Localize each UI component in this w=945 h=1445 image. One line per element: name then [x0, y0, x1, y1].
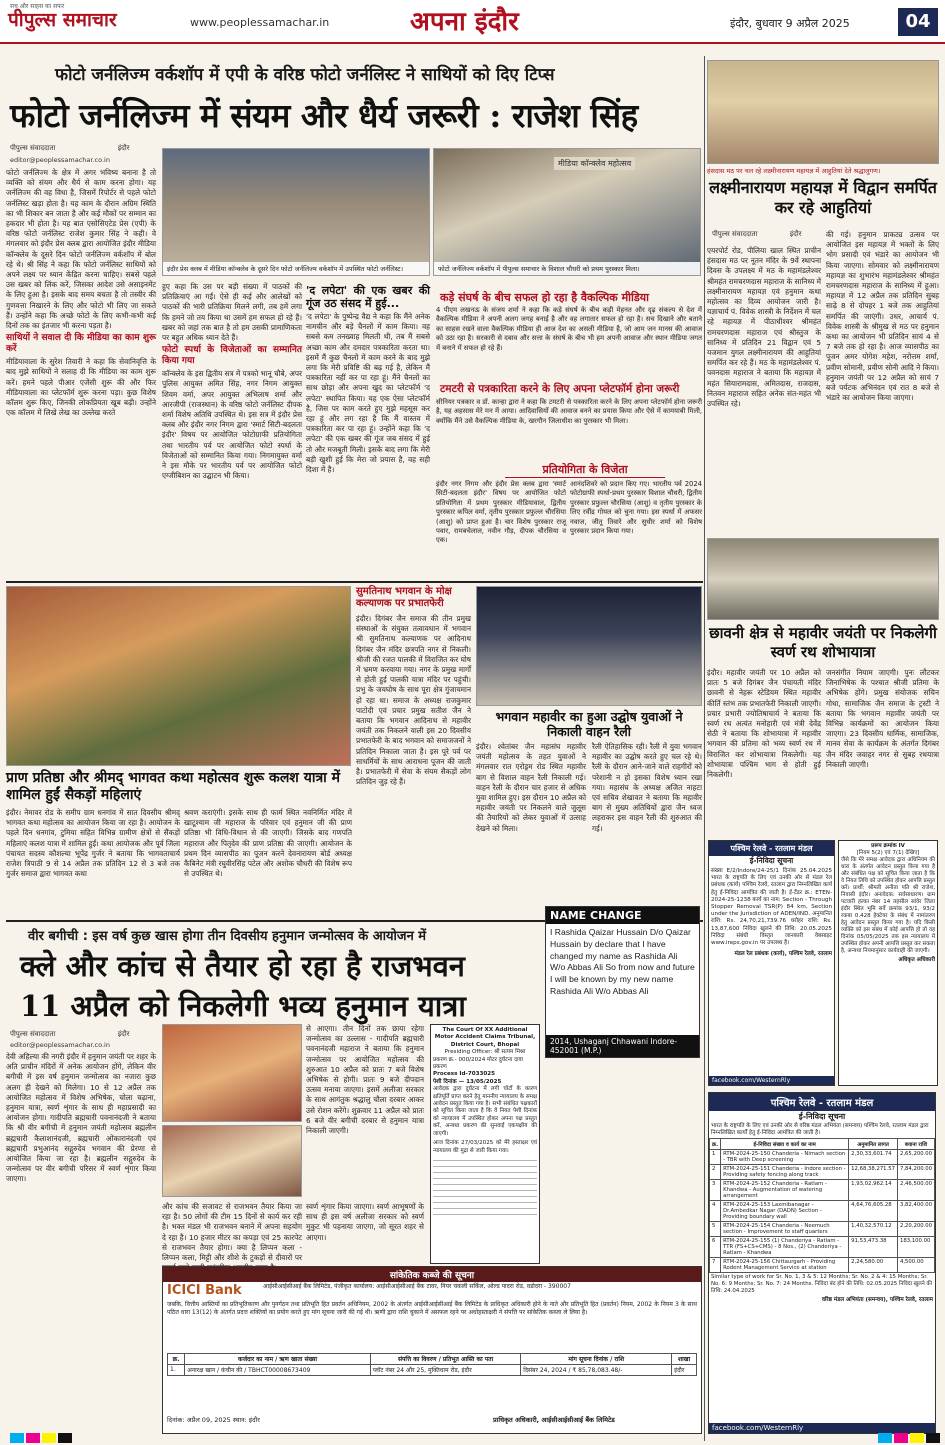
yajna-byline: पीपुल्स संवाददाता इंदौर — [712, 230, 802, 238]
own-platform-text: सीनियर पत्रकार व डॉ. कान्हा द्वारा ने कहा कि टमटरी से पत्रकारिता करने के लिए अपना प्लेटफॉर्म होना जरूरी है, यह अहसास मेरे मन में आया। आदिवासियों की आवाज बनने का प्रयास किया और ऐसे में कामयाबी मिली, क्योंकि मैंने उसे वैकल्पिक मीडिया के, खरगौन जिलाधीश का पुरस्कार भी मिला। — [436, 398, 702, 425]
mahavir-col-1: इंदौर। महावीर जयंती पर 10 अप्रैल को प्रातः 5 बजे दिगंबर जैन पंचायती मंदिर छावनी से नेहरू स्टेडियम स्थित महावीर कीर्ति स्तंभ तक प्रभातफेरी निकाली जाएगी। प्रचार प्रभारी ज्योतिषाचार्य ने बताया कि स्वर्ण रथ अत्यंत मनोहारी एवं मंत्री देवेंद्र सेठी ने बताया कि शोभायात्रा में महावीर भगवान की प्रतिमा को भव्य स्वर्ण रथ में विराजित कर शोभायात्रा निकलेगी। यह शोभायात्रा पश्चिम भाग से होती हुई निकलेगी। — [707, 668, 821, 780]
registration-mark — [926, 1433, 940, 1443]
table-row: 1 RTM-2024-25-150 Chanderia - Nimach section - TBR with Deep screening 2,30,33,601.74 2,65,200.00 — [710, 1150, 935, 1165]
yajna-col-2: की गई। हनुमान प्राकट्य उत्सव पर आयोजित इस महायज्ञ में भक्तों के लिए भोग प्रसादी एवं भंडारे का आयोजन भी किया जाएगा। सोमवार को लक्ष्मीनारायण महायज्ञ का शुभारंभ महामंडलेश्वर श्रीमहंत रामचरणदास महाराज के सानिध्य में हुआ। महायज्ञ में 12 अप्रैल तक प्रतिदिन सुबह साढ़े 8 से दोपहर 1 बजे तक आहुतियां समर्पित की जाएंगी। उधर, आचार्य पं. विवेक शास्त्री के श्रीमुख से मठ पर हनुमान कथा का आयोजन भी प्रतिदिन सायं 4 से 7 बजे तक हो रहा है। आज व्यासपीठ का पूजन अमर योगेश महेश, नरोत्तम शर्मा, प्रवीण सोमानी, प्रवीण सोनी आदि ने किया। हनुमान जयंती पर 12 अप्रैल को सायं 7 बजे पर्यटक अभिनंदन एवं रात 8 बजे से भंडारे का आयोजन किया जाएगा। — [826, 230, 939, 403]
lead-kicker: फोटो जर्नलिज्म वर्कशॉप में एपी के वरिष्ठ फोटो जर्नलिस्ट ने साथियों को दिए टिप्स — [55, 65, 555, 85]
lead-headline: फोटो जर्नलिज्म में संयम और धैर्य जरूरी : राजेश सिंह — [10, 96, 638, 135]
hanuman-col-2: से आएगा। तीन दिनों तक छाया रहेगा जन्मोत्सव का उल्लास - गादीपति ब्रह्मचारी पवनानंदजी महाराज ने बताया कि हनुमान जन्मोत्सव पर आयोजित महोत्सव की शुरुआत 10 अप्रैल को प्रातः 7 बजे विशेष अभिषेक से होगी। प्रातः 9 बजे दीपदान उत्सव मनाया जाएगा। इसमें अलीजा सरकार के साथ आगंतुक श्रद्धालु चौला दरबार आकर उसे रोशन करेंगे। शुक्रवार 11 अप्रैल को प्रातः 6 बजे वीर बगीची दरबार से हनुमान यात्रा निकाली जाएगी। — [306, 1024, 424, 1136]
railway2-table: क्र. ई-निविदा संख्या व कार्य का नाम अनुमानित लागत बयाना राशि 1 RTM-2024-25-150 Chanderia - Nimach section - TBR with Deep screening 2,30,33,601.74 2,65,200.00 2 RTM-2024-25-151 Chanderia - Indore section - Providing safety fencing along track 12,68,38,271.57 7,84,200.00 3 RTM-2024-25-152 Chanderia - Ratlam - Khandwa - Augmentation of watering arrangement 1,93,02,962.14 2,46,500.00 4 RTM-2024-25-153 Laxmibanagar - Dr.Ambedkar Nagar (DADN) Section - Providing boundary wall 4,64,76,605.28 3,82,400.00 5 RTM-2024-25-154 Chanderia - Neemuch section - Improvement to staff quarters 1,40,32,570.12 2,20,200.00 6 RTM-2024-25-155 (1) Chanderiya - Ratlam - TTR (FS+CS+CMS) - 8 Nos., (2) Chanderiya - Ratlam - Khandwa 91,53,473.38 183,100.00 7 RTM-2024-25-156 Chittaurgarh - Providing Rodent Management Service at station 2,24,580.00 4,500.00 — [709, 1138, 935, 1273]
lead-col-3: 'द लपेटा' की एक खबर की गूंज उठ संसद में हुई... 'द लपेटा' के पुष्पेन्द्र वैद्य ने कहा कि मैंने अनेक नामचीन और बड़े चैनलों में काम किया। वह सबसे कम तनख्वाह मिलती थी, तब मैं सबसे अच्छा काम और दमदार पत्रकारिता करता था। इसमें मैं कुछ चैनलों में काम करने के बाद मुझे लगा कि मेरी प्रविष्टि की बढ़ गई है, लेकिन मैं पत्रकारिता नहीं कर पा रहा हूं। मैंने चैनलों का साथ छोड़ा और अपना खुद का प्लेटफॉर्म 'द लपेटा' स्थापित किया। यह एक ऐसा प्लेटफॉर्म है, जिस पर काम करते हुए मुझे महसूस कर रहा हूं और लग रहा है कि मैं वास्तव में पत्रकारिता कर पा रहा हूं। उन्होंने कहा कि 'द लपेटा' की एक खबर की गूंज जब संसद में हुई तो और मजबूती मिली। इसके बाद लगा कि मेरी बड़ी खुशी हुई कि मेरा जो प्रयास है, वह सही दिशा में है। — [306, 284, 430, 475]
registration-mark — [42, 1433, 56, 1443]
section-title: अपना इंदौर — [410, 7, 519, 37]
rally-headline: भगवान महावीर का हुआ उद्घोष युवाओं ने निकाली वाहन रैली — [495, 709, 683, 739]
photo-rajbhavan-2 — [162, 1125, 302, 1197]
hanuman-kicker: वीर बगीची : इस वर्ष कुछ खास होगा तीन दिवसीय हनुमान जन्मोत्सव के आयोजन में — [28, 929, 427, 944]
lead-col2-subhead: फोटो स्पर्धा के विजेताओं का सम्मानित किया गया — [162, 345, 302, 367]
registration-mark — [894, 1433, 908, 1443]
divider-top — [6, 581, 703, 583]
railway-notice-1: पश्चिम रेलवे - रतलाम मंडल ई-निविदा सूचना संख्या E/2/Indore/24-25/1 दिनांक 25.04.2025 भारत के राष्ट्रपति के लिए एवं उनकी ओर से मंडल रेल प्रबंधक (कार्य) पश्चिम रेलवे, रतलाम द्वारा निम्नलिखित कार्य हेतु ई-निविदा आमंत्रित की जाती है। ई-टेंडर क्र.: ETEN-2024-25-1238 कार्य का नाम: Section - Through Stopper Removal TSR(P) 84 km, Section under the Jurisdiction of ADEN/IND. अनुमानित राशि: Rs. 24,70,21,739.76 धरोहर राशि: Rs. 13,87,600 निविदा खुलने की तिथि: 20.05.2025 निविदा संबंधी विस्तृत जानकारी वेबसाइट www.ireps.gov.in पर उपलब्ध है। मंडल रेल प्रबंधक (कार्य), पश्चिम रेलवे, रतलाम facebook.com/WesternRly — [708, 840, 835, 1086]
photo-kalash — [6, 586, 351, 766]
hanuman-byline: पीपुल्स संवाददाता इंदौर — [10, 1030, 130, 1038]
table-row: 5 RTM-2024-25-154 Chanderia - Neemuch section - Improvement to staff quarters 1,40,32,570.12 2,20,200.00 — [710, 1222, 935, 1237]
moksha-headline: सुमतिनाथ भगवान के मोक्ष कल्याणक पर प्रभातफेरी — [356, 586, 452, 609]
photo-caption: इंदौर प्रेस क्लब में मीडिया कॉन्क्लेव के दूसरे दिन फोटो जर्नलिज्म वर्कशॉप में उपस्थित फोटो जर्नलिस्ट। — [163, 262, 429, 275]
icici-logo: ICICI Bank — [167, 1283, 242, 1298]
hanuman-col-1: देवी अहिल्या की नगरी इंदौर में हनुमान जयंती पर शहर के अति प्राचीन मंदिरों में अनेक आयोजन होंगे, लेकिन वीर बगीची में इस वर्ष हनुमान जन्मोत्सव का नजारा कुछ अलग ही देखने को मिलेगा। 10 से 12 अप्रैल तक आयोजित महोत्सव में विशेष अभिषेक, चोला चढ़ाना, हनुमान यात्रा, स्वर्ण शृंगार के साथ ही महाप्रसादी का आयोजन होगा। गादीपति ब्रह्मचारी पवनानंदजी ने बताया कि श्री वीर बगीची में हनुमान जयंती महोत्सव ब्रह्मलीन ब्रह्मचारी कैलाशानंदजी, ब्रह्मचारी ओंकारानंदजी एवं ब्रह्मचारी प्रभुआनंद सद्गुरुदेव भगवान की प्रेरणा से आयोजित किया जा रहा है। ब्रह्मलीन सद्गुरुदेव के जन्मोत्सव पर वीर बगीची परिसर में स्वर्ण शृंगार किया जाएगा। — [6, 1052, 156, 1184]
photo-award — [433, 148, 701, 276]
registration-mark — [58, 1433, 72, 1443]
hanuman-email[interactable]: editor@peoplessamachar.co.in — [10, 1041, 110, 1049]
icici-table: क्र. कर्जदार का नाम / ऋण खाता संख्या संपत्ति का विवरण / प्रतिभूत आस्ति का पता मांग सूचना दिनांक / राशि शाखा 1. अनारक्ष खान / कंचीन की / TBHCT00008673409 प्लॉट नंबर 24 और 25, मुक्तिधाम रोड, इंदौर दिसंबर 24, 2024 / ₹ 85,78,083.48/- इंदौर — [167, 1353, 697, 1376]
table-row: 6 RTM-2024-25-155 (1) Chanderiya - Ratlam - TTR (FS+CS+CMS) - 8 Nos., (2) Chanderiya - Ratlam - Khandwa 91,53,473.38 183,100.00 — [710, 1237, 935, 1258]
photo-workshop-group — [162, 148, 430, 276]
lead-byline: पीपुल्स संवाददाता इंदौर — [10, 144, 130, 152]
table-row: 7 RTM-2024-25-156 Chittaurgarh - Providing Rodent Management Service at station 2,24,580.00 4,500.00 — [710, 1258, 935, 1273]
mahavir-col-2: जनसंगीत नियाम जाएगी। पुनः लौटकर जिनाभिषेक के पश्चात श्रीजी प्रतिमा के अभिषेक होंगे। प्रमुख संयोजक सचिन गोधा, सामाजिक जैन समाज के ट्रस्टी ने बताया कि भगवान महावीर जयंती पर विभिन्न कार्यक्रमों का आयोजन किया जाएगा। 23 दिवसीय धार्मिक, सामाजिक, मानव सेवा के कार्यक्रम के अंतर्गत दिगंबर जैन मंदिर जवाहर नगर से सुबह रथयात्रा निकाली जाएगी। — [826, 668, 939, 769]
table-row: 4 RTM-2024-25-153 Laxmibanagar - Dr.Ambedkar Nagar (DADN) Section - Providing boundary wall 4,64,76,605.28 3,82,400.00 — [710, 1201, 935, 1222]
lead-col-1: फोटो जर्नलिज्म के क्षेत्र में अगर भविष्य बनाना है तो व्यक्ति को संयम और धैर्य से काम करना होगा। यह जर्नलिज्म की वह विधा है, जिसमें रिपोर्टर से पहले फोटो जर्नलिस्ट खड़ा होता है। यह काम के दौरान अग्रिम स्थिति का भी शिकार बन जाता है और कई मौकों पर सम्मान का हकदार भी होता है। यह बात एसोसिएटेड प्रेस (एपी) के वरिष्ठ फोटो जर्नलिस्ट राजेश कुमार सिंह ने कही। वे मंगलवार को इंदौर प्रेस क्लब द्वारा आयोजित इंदौर मीडिया कॉन्क्लेव के दूसरे दिन फोटो जर्नलिज्म वर्कशॉप में बोल रहे थे। श्री सिंह ने कहा कि फोटो जर्नलिस्ट साथियों को अपने लक्ष्य पर ध्यान केंद्रित करना चाहिए। सबसे पहले उस खबर को लिंक करें, जिसका आदेश उसे असाइनमेंट के लिए हुआ है। इसके बाद समय बचता है तो तस्वीर की गुणवत्ता निखारने के लिए और फोटो भी लिए जा सकते हैं। उन्होंने कहा कि अच्छे फोटो के लिए कभी-कभी कई दिनों तक का इंतजार भी करना पड़ता है। साथियों ने सवाल दी कि मीडिया का काम शुरू करें मीडियावाला के सुरेश तिवारी ने कहा कि सेवानिवृत्ति के बाद मुझे साथियों ने सलाह दी कि मीडिया का काम शुरू करें। हमने पहले पीआर एजेंसी शुरू की और फिर मीडियावाला का प्लेटफॉर्म शुरू करना पड़ा। कुछ विशेष कॉलम शुरू किए, जिनकी लोकप्रियता खूब बढ़ी। उन्होंने एक कॉलम में लिखे लेख का उल्लेख करते — [6, 168, 156, 418]
hanuman-headline-2: 11 अप्रैल को निकलेगी भव्य हनुमान यात्रा — [20, 989, 466, 1023]
icici-notice: सांकेतिक कब्जे की सूचना ICICI Bank आईसीआईसीआई बैंक लिमिटेड, पंजीकृत कार्यालय: आईसीआईसीआई बैंक टावर, नियर चकली सर्किल, ओल्ड पादरा रोड, वडोदरा - 390007 जबकि, वित्तीय आस्तियों का प्रतिभूतिकरण और पुनर्गठन तथा प्रतिभूति हित प्रवर्तन अधिनियम, 2002 के अंतर्गत आईसीआईसीआई बैंक लिमिटेड के प्राधिकृत अधिकारी होने के नाते और प्रतिभूति हित (प्रवर्तन) नियम, 2002 के नियम 3 के साथ पठित धारा 13(12) के अंतर्गत प्रदत्त शक्तियों का प्रयोग करते हुए मांग सूचना जारी की गई थी। ऋणी द्वारा राशि चुकाने में असफल रहने पर अधोहस्ताक्षरी ने संपत्ति पर सांकेतिक कब्जा ले लिया है। क्र. कर्जदार का नाम / ऋण खाता संख्या संपत्ति का विवरण / प्रतिभूत आस्ति का पता मांग सूचना दिनांक / राशि शाखा 1. अनारक्ष खान / कंचीन की / TBHCT00008673409 प्लॉट नंबर 24 और 25, मुक्तिधाम रोड, इंदौर दिसंबर 24, 2024 / ₹ 85,78,083.48/- इंदौर दिनांक: अप्रैल 09, 2025 स्थान: इंदौर प्राधिकृत अधिकारी, आईसीआईसीआई बैंक लिमिटेड — [162, 1266, 702, 1434]
court-notice: The Court Of XX Additional Motor Accident Claims Tribunal, District Court, Bhopal Presiding Officer: श्री सत्यम मिश्रा प्रकरण क्र.- 000/2024 मोटर दुर्घटना दावा प्रकरण Process Id-7033025 पेशी दिनांक — 13/05/2025 आवेदक द्वारा दुर्घटना में लगी चोटों के कारण क्षतिपूर्ति प्राप्त करने हेतु माननीय न्यायालय के समक्ष आवेदन प्रस्तुत किया गया है। सभी संबंधित पक्षकारों को सूचित किया जाता है कि वे नियत पेशी दिनांक को न्यायालय में उपस्थित होकर अपना पक्ष प्रस्तुत करें, अन्यथा प्रकरण की सुनवाई एकपक्षीय की जाएगी। आज दिनांक 27/03/2025 को मेरे हस्ताक्षर एवं न्यायालय की मुद्रा से जारी किया गया। — [430, 1024, 540, 1264]
banner-text: मीडिया कॉन्क्लेव महोत्सव — [554, 157, 635, 170]
hanuman-col-4: स्वर्ण शृंगार किया जाएगा। स्वर्ण आभूषणों के साथ ही इस वर्ष अलीजा सरकार को स्वर्ण मुकुट भी पहनाया जाएगा, जो सूरत शहर से आएगा। — [306, 1202, 424, 1242]
kalash-col-1: इंदौर। नेमावर रोड के समीप ग्राम धनगांव में सात दिवसीय श्रीमद् भागवत कथा महोत्सव का आयोजन किया जा रहा है। आयोजन के पहले दिन धनगांव, टुमिया सहित विभिन्न ग्रामीण क्षेत्रों से सैंकड़ों महिलाएं कलश यात्रा में शामिल हुईं। कथा आयोजक और पूर्व जिला पंचायत सदस्य कौशल्या भूपेंद्र गुर्जर ने बताया कि भागवताचार्य राजेश त्रिपाठी 9 से 14 अप्रैल तक प्रतिदिन 12 से 3 बजे तक गुर्जर समाज द्वारा भागवत कथा — [6, 808, 180, 879]
rally-col-2: रैली ऐतिहासिक रही। रैली में युवा भगवान महावीर का उद्घोष करते हुए चल रहे थे। रैली के दौरान आने-जाने वाले राहगीरों को परेशानी न हो इसका विशेष ध्यान रखा गया। महासंघ के अध्यक्ष अजित नाहटा एवं सचिव शेखावत ने बताया कि महावीर बाग से मुख्य अतिथियों द्वारा जैन ध्वज लहराकर इस वाहन रैली की शुरुआत की गई। — [592, 742, 702, 833]
photo-rally — [476, 586, 702, 706]
hanuman-col-3: और कांच की सजावट से राजभवन तैयार किया जा रहा है। 50 लोगों की टीम 15 दिनों से कार्य कर रही है। भक्त मंडल भी राजभवन बनाने में अपना सहयोग दे रहा है। 10 हजार मीटर का कपड़ा एवं 25 कारपेट से राजभवन तैयार होगा। क्या है लिप्पन कला - लिप्पन कला, मिट्टी और शीशे के टुकड़ों से दीवारों पर — [162, 1202, 302, 1263]
alt-media-text: 4 पीएम लखनऊ के संजय शर्मा ने कहा कि कड़े संघर्ष के बीच कड़ी मेहनत और दृढ़ संकल्प से देश में वैकल्पिक मीडिया ने अपनी अलग जगह बनाई है और वह लगातार सफल हो रहा है। सच दिखाने और बताने का साहस रखने वाला वैकल्पिक मीडिया ही आज देश का असली मीडिया है, जो आम जन मानस की आवाज को उठा रहा है। सरकारी से दबाव और सत्ता के संघर्ष के बीच भी हम अपनी आवाज और स्थान मीडिया जगत में बनाने में सफल हो रहे हैं। — [436, 306, 702, 352]
lead-col-2: हुए कहा कि उस पर बड़ी संख्या में पाठकों की प्रतिक्रियाएं आ गईं। ऐसे ही कई और आलेखों को पाठकों की भारी प्रतिक्रिया मिलने लगी, तब हमें लगा कि हमने जो तय किया था उसमें हम सफल हो रहे हैं। खबर को जहां तक बात है तो हम उसकी प्रामाणिकता पर बहुत अधिक ध्यान देते हैं। फोटो स्पर्धा के विजेताओं का सम्मानित किया गया कॉन्क्लेव के इस द्वितीय सत्र में पत्रको भानू चौबे, अपर पुलिस आयुक्त अमित सिंह, नगर निगम आयुक्त शिवम वर्मा, अपर आयुक्त अभिलाष शर्मा और आरजीपी (राजस्थान) के वरिष्ठ फोटो जर्नलिस्ट दीपक शर्मा विशेष अतिथि उपस्थित थे। इस सत्र में इंदौर प्रेस क्लब और इंदौर नगर निगम द्वारा 'स्मार्ट सिटी-बदलता इंदौर' विषय पर आयोजित फोटोग्राफी प्रतियोगिता तथा भारतीय पर्व पर आयोजित फोटो स्पर्धा के विजेताओं को सम्मानित किया गया। निगमायुक्त वर्मा ने इस मौके पर भारतीय पर्व पर आयोजित फोटो एग्जीबिशन का उद्घाटन भी किया। — [162, 282, 302, 481]
registration-mark — [910, 1433, 924, 1443]
winners-text-2: आनंदशिवरे को प्रदान किए गए। भारतीय पर्व 2024 फोटोग्राफी स्पर्धा-प्रथम पुरस्कार विशाल चौधरी, द्वितीय पुरस्कार प्रफुल्ल चौरसिया (आशु) व तृतीय पुरस्कार के लिए रवींद्र गोयल को चुना गया। इस स्पर्धा में अफसर नवाज, जीतू तिवारे और सुधीर शर्मा को विशेष पुरस्कार प्रदान किया गया। — [570, 480, 702, 536]
website[interactable]: www.peoplessamachar.in — [190, 16, 330, 29]
winners-title: प्रतियोगिता के विजेता — [505, 462, 665, 478]
name-change-title: NAME CHANGE — [546, 907, 699, 924]
logo-tagline: सच और साहस का सफर — [10, 3, 65, 10]
table-row: 2 RTM-2024-25-151 Chanderia - Indore section - Providing safety fencing along track 12,68,38,271.57 7,84,200.00 — [710, 1165, 935, 1180]
page-number: 04 — [898, 8, 938, 36]
lead-col3-subhead: 'द लपेटा' की एक खबर की गूंज उठ संसद में हुई... — [306, 284, 430, 310]
yajna-caption: हंसदास मठ पर चल रहे लक्ष्मीनारायण महायज्ञ में आहुतियां देते श्रद्धालुगण। — [707, 167, 881, 175]
photo-rajbhavan-1 — [162, 1024, 302, 1122]
hanuman-headline-1: क्ले और कांच से तैयार हो रहा है राजभवन — [20, 949, 465, 983]
own-platform-head: टमटरी से पत्रकारिता करने के लिए अपना प्लेटफॉर्म होना जरूरी — [440, 383, 680, 395]
photo-caption: फोटो जर्नलिज्म वर्कशॉप में पीपुल्स समाचार के विशाल चौधरी को प्रथम पुरस्कार मिला। — [434, 262, 700, 275]
photo-mahavir — [707, 538, 939, 620]
alt-media-head: कड़े संघर्ष के बीच सफल हो रहा है वैकल्पिक मीडिया — [440, 291, 649, 304]
lead-col1-subhead: साथियों ने सवाल दी कि मीडिया का काम शुरू करें — [6, 333, 156, 355]
yajna-headline: लक्ष्मीनारायण महायज्ञ में विद्वान समर्पित कर रहे आहुतियां — [709, 178, 937, 217]
kalash-col-2: श्रवण कराएंगी। इसके साथ ही फार्म स्थित नवनिर्मित मंदिर में खाटूश्याम जी महाराज के परिवार एवं हनुमान जी की प्राण प्रतिष्ठा भी विधि-विधान से की जाएगी। जिसके बाद गणपति महाराज और पितृदेव की प्राण प्रतिष्ठा की जाएगी। आयोजन के प्रथम दिन व्यासपीठ का पूजन करने देवनारायण बोर्ड अध्यक्ष कैबिनेट मंत्री रघुवीरसिंह पटेल और अशोक चौधरी की विशेष रूप से उपस्थित थे। — [184, 808, 352, 879]
mahavir-headline: छावनी क्षेत्र से महावीर जयंती पर निकलेगी स्वर्ण रथ शोभायात्रा — [709, 624, 937, 661]
yajna-col-1: एयरपोर्ट रोड, पीलिया खाल स्थित प्राचीन हंसदास मठ पर नूतन मंदिर के 9वें स्थापना दिवस के उपलक्ष्य में मठ के महामंडलेश्वर श्रीमहंत रामचरणदास महाराज के सानिध्य में लक्ष्मीनारायण महायज्ञ एवं हनुमान कथा महोत्सव का दिव्य आयोजन जारी है। यज्ञाचार्य पं. विवेक शास्त्री के निर्देशन में चल रहे महायज्ञ में पीठाधीश्वर श्रीमहंत रामचरणदास महाराज एवं श्रीस्तुज के सानिध्य में प्रतिदिन 21 विद्वान एवं 5 यजमान युगल लक्ष्मीनारायण की आहुतियां समर्पित कर रहे हैं। मठ के महामंडलेश्वर पं. पवनदास महाराज ने बताया कि महायज्ञ में महंत सियारामदास, अमितदास, राजदास, नितवन महाराज सहित अनेक संत-महंत भी उपस्थित रहे। — [707, 246, 822, 409]
photo-yajna — [707, 60, 939, 164]
legal-notice: प्ररूप क्रमांक IV [नियम 5(2) एवं 7(1) देखिए] जैसे कि मेरे समक्ष आवेदक द्वारा अधिनियम की धारा के अंतर्गत आवेदन प्रस्तुत किया गया है और संबंधित पक्ष को सूचित किया जाता है कि वे नियत तिथि को उपस्थित होकर आपत्ति प्रस्तुत करें। प्रार्थी: श्रीमती अनीता पति श्री राजेश, निवासी इंदौर। अनावेदक: सर्वसाधारण। ग्राम पटवारी हल्का नंबर 14 तहसील सांवेर जिला इंदौर स्थित भूमि सर्वे क्रमांक 93/1, 93/2 रकबा 0.428 हेक्टेयर के संबंध में नामांतरण हेतु आवेदन प्रस्तुत किया गया है। यदि किसी व्यक्ति को इस संबंध में कोई आपत्ति हो तो वह दिनांक 05/05/2025 तक इस न्यायालय में उपस्थित होकर अपनी आपत्ति प्रस्तुत कर सकता है, अन्यथा नियमानुसार कार्यवाही की जाएगी। अधिकृत अधिकारी — [838, 840, 938, 1086]
edition-date: इंदौर, बुधवार 9 अप्रैल 2025 — [730, 17, 850, 30]
logo: पीपुल्स समाचार — [8, 9, 117, 31]
moksha-text: इंदौर। दिगंबर जैन समाज की तीन प्रमुख संस्थाओं के संयुक्त तत्वावधान में भगवान श्री सुमतिनाथ कल्याणक पर आदिनाथ दिगंबर जैन मंदिर छत्रपति नगर से निकली। श्रीजी की रजत पालकी में विराजित कर घोष में भ्रमण करवाया गया। नगर के प्रमुख मार्गों से होती हुई पालकी यात्रा मंदिर पर पहुंची। प्रभु के जयघोष के साथ पूरा क्षेत्र गुंजायमान हो रहा था। समाज के अध्यक्ष राजकुमार पाटोदी एवं प्रचार प्रमुख सतीश जैन ने बताया कि भगवान आदिनाथ से महावीर जयंती तक निकलने वाली इस 20 दिवसीय प्रभातफेरी के बाद भगवान को समाजजनों ने प्रतिदिन निकाला जाता है। इस पूरे पर्व पर साधर्मियों के साथ आराधना पूजन की जाती है। प्रभातफेरी में सेवा के संयम सैकड़ों लोग प्रतिदिन जुड़ रहे हैं। — [356, 614, 471, 787]
masthead — [0, 0, 945, 44]
kalash-headline: प्राण प्रतिष्ठा और श्रीमद् भागवत कथा महोत्सव शुरू कलश यात्रा में शामिल हुईं सैकड़ों महिलाएं — [6, 770, 341, 803]
name-change-ad: NAME CHANGE I Rashida Qaizar Hussain D/o Qaizar Hussain by declare that I have changed my name as Rashida Ali W/o Abbas Ali So from now and future I will be known by my new name Rashida Ali W/o Abbas Ali 2014, Ushaganj Chhawani Indore- 452001 (M.P.) — [545, 906, 700, 1058]
registration-mark — [26, 1433, 40, 1443]
registration-mark — [10, 1433, 24, 1443]
icici-banner: सांकेतिक कब्जे की सूचना — [163, 1267, 701, 1282]
railway-notice-2: पश्चिम रेलवे - रतलाम मंडल ई-निविदा सूचना भारत के राष्ट्रपति के लिए एवं उनकी ओर से वरिष्ठ मंडल अभियंता (समन्वय) पश्चिम रेलवे, रतलाम मंडल द्वारा निम्नलिखित कार्यों हेतु ई-निविदा आमंत्रित की जाती है। क्र. ई-निविदा संख्या व कार्य का नाम अनुमानित लागत बयाना राशि 1 RTM-2024-25-150 Chanderia - Nimach section - TBR with Deep screening 2,30,33,601.74 2,65,200.00 2 RTM-2024-25-151 Chanderia - Indore section - Providing safety fencing along track 12,68,38,271.57 7,84,200.00 3 RTM-2024-25-152 Chanderia - Ratlam - Khandwa - Augmentation of watering arrangement 1,93,02,962.14 2,46,500.00 4 RTM-2024-25-153 Laxmibanagar - Dr.Ambedkar Nagar (DADN) Section - Providing boundary wall 4,64,76,605.28 3,82,400.00 5 RTM-2024-25-154 Chanderia - Neemuch section - Improvement to staff quarters 1,40,32,570.12 2,20,200.00 6 RTM-2024-25-155 (1) Chanderiya - Ratlam - TTR (FS+CS+CMS) - 8 Nos., (2) Chanderiya - Ratlam - Khandwa 91,53,473.38 183,100.00 7 RTM-2024-25-156 Chittaurgarh - Providing Rodent Management Service at station 2,24,580.00 4,500.00 Similar type of work for Sr. No. 1, 3 & 5: 12 Months; Sr. No. 2 & 4: 15 Months; Sr. No. 6: 9 Months; Sr. No. 7: 24 Months. निविदा बंद होने की तिथि: 02.05.2025 निविदा खुलने की तिथि: 24.04.2025 वरिष्ठ मंडल अभियंता (समन्वय), पश्चिम रेलवे, रतलाम facebook.com/WesternRly — [708, 1092, 936, 1434]
rally-col-1: इंदौर। श्वेतांबर जैन महासंघ महावीर जयंती महोत्सव के तहत युवाओं ने मंगलवार रात एरोड्रम रोड स्थित महावीर बाग से विशाल वाहन रैली निकाली गई। वाहन रैली के दौरान चार हजार से अधिक युवा शामिल हुए। इस दौरान 10 अप्रैल को महावीर जयंती पर निकलने वाले जुलूस की तैयारियों को लेकर युवाओं में उत्साह देखने को मिला। — [476, 742, 586, 833]
divider-right — [704, 56, 705, 1441]
registration-mark — [878, 1433, 892, 1443]
table-row: 3 RTM-2024-25-152 Chanderia - Ratlam - Khandwa - Augmentation of watering arrangement 1,93,02,962.14 2,46,500.00 — [710, 1180, 935, 1201]
lead-email[interactable]: editor@peoplessamachar.co.in — [10, 156, 110, 164]
winners-text-1: इंदौर नगर निगम और इंदौर प्रेस क्लब द्वारा 'स्मार्ट सिटी-बदलता इंदौर' विषय पर आयोजित फोटो प्रतियोगिता में प्रथम पुरस्कार मीडियावाल, द्वितीय पुरस्कार कपिल वर्मा, तृतीय पुरस्कार प्रफुल्ल चौरसिया (आशु) को प्राप्त हुआ है। चार विशेष पुरस्कार राजू पवार, रामबचेलाल, नवीन गौड़, दीपक चौरसिया व एक। — [436, 480, 566, 545]
